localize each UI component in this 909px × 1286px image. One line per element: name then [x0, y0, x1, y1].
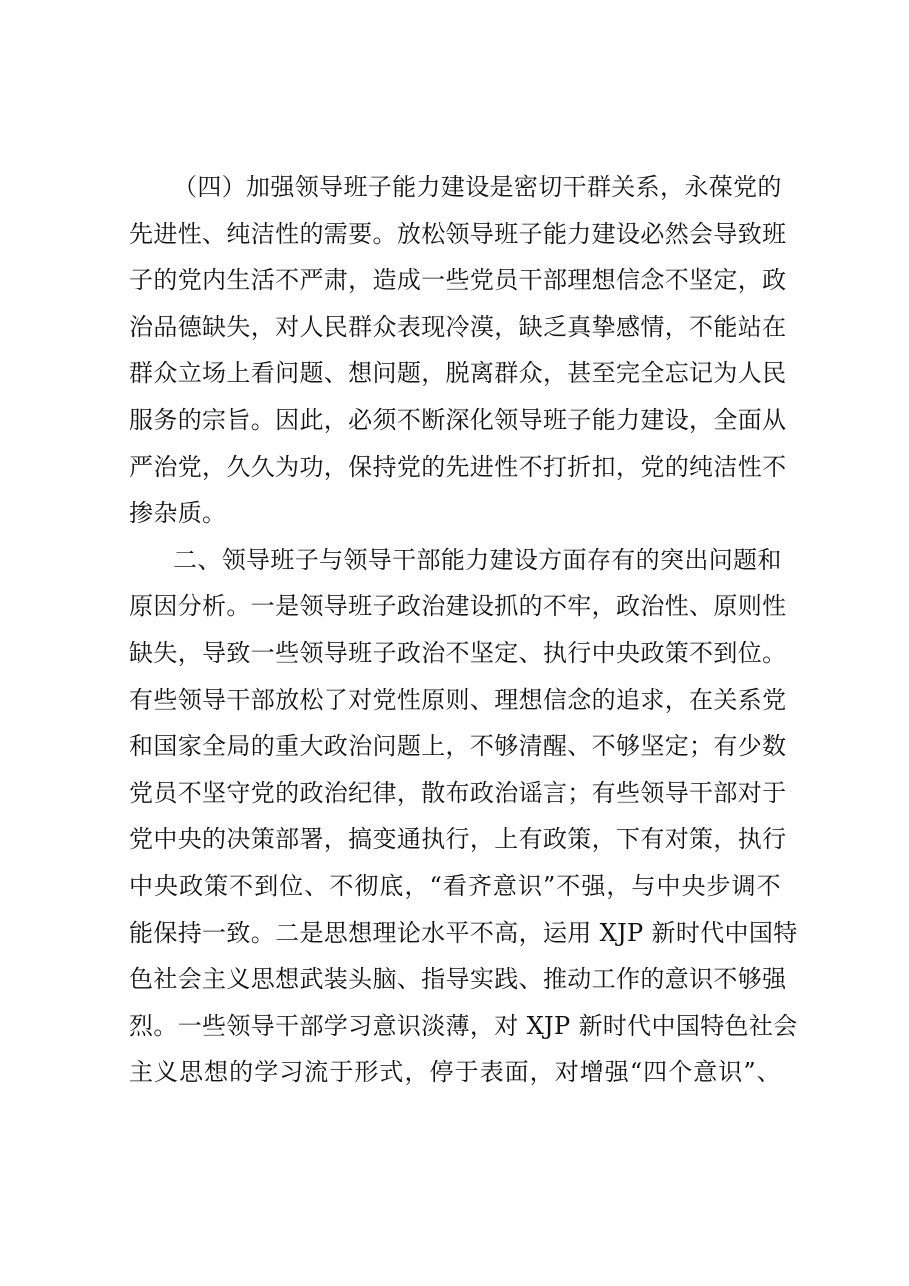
paragraph-line: 先进性、纯洁性的需要。放松领导班子能力建设必然会导致班 [129, 219, 787, 248]
paragraph-line: 党员不坚守党的政治纪律，散布政治谣言；有些领导干部对于 [129, 778, 787, 807]
paragraph-line: 子的党内生活不严肃，造成一些党员干部理想信念不坚定，政 [129, 266, 787, 295]
paragraph-line: 烈。一些领导干部学习意识淡薄，对 XJP 新时代中国特色社会 [129, 1011, 798, 1040]
paragraph-line: 中央政策不到位、不彻底，“看齐意识”不强，与中央步调不 [129, 871, 781, 900]
paragraph-line: 掺杂质。 [129, 499, 227, 528]
paragraph-line: 缺失，导致一些领导班子政治不坚定、执行中央政策不到位。 [129, 638, 787, 667]
paragraph-line: 色社会主义思想武装头脑、指导实践、推动工作的意识不够强 [129, 965, 787, 994]
paragraph-line: 严治党，久久为功，保持党的先进性不打折扣，党的纯洁性不 [129, 452, 787, 481]
paragraph-line: 能保持一致。二是思想理论水平不高，运用 XJP 新时代中国特 [129, 918, 798, 947]
document-body [129, 164, 798, 1096]
paragraph-line: 二、领导班子与领导干部能力建设方面存有的突出问题和 [173, 545, 782, 574]
paragraph-line: 党中央的决策部署，搞变通执行，上有政策，下有对策，执行 [129, 825, 787, 854]
paragraph-line: 治品德缺失，对人民群众表现冷漠，缺乏真挚感情，不能站在 [129, 312, 787, 341]
paragraph-line: 有些领导干部放松了对党性原则、理想信念的追求，在关系党 [129, 685, 787, 714]
paragraph-line: 群众立场上看问题、想问题，脱离群众，甚至完全忘记为人民 [129, 359, 787, 388]
paragraph-line: 和国家全局的重大政治问题上，不够清醒、不够坚定；有少数 [129, 732, 787, 761]
paragraph-line: 主义思想的学习流于形式，停于表面，对增强“四个意识”、 [129, 1058, 781, 1087]
paragraph-line: 服务的宗旨。因此，必须不断深化领导班子能力建设，全面从 [129, 405, 787, 434]
paragraph-line: （四）加强领导班子能力建设是密切干群关系，永葆党的 [173, 173, 782, 201]
paragraph-line: 原因分析。一是领导班子政治建设抓的不牢，政治性、原则性 [129, 592, 787, 621]
